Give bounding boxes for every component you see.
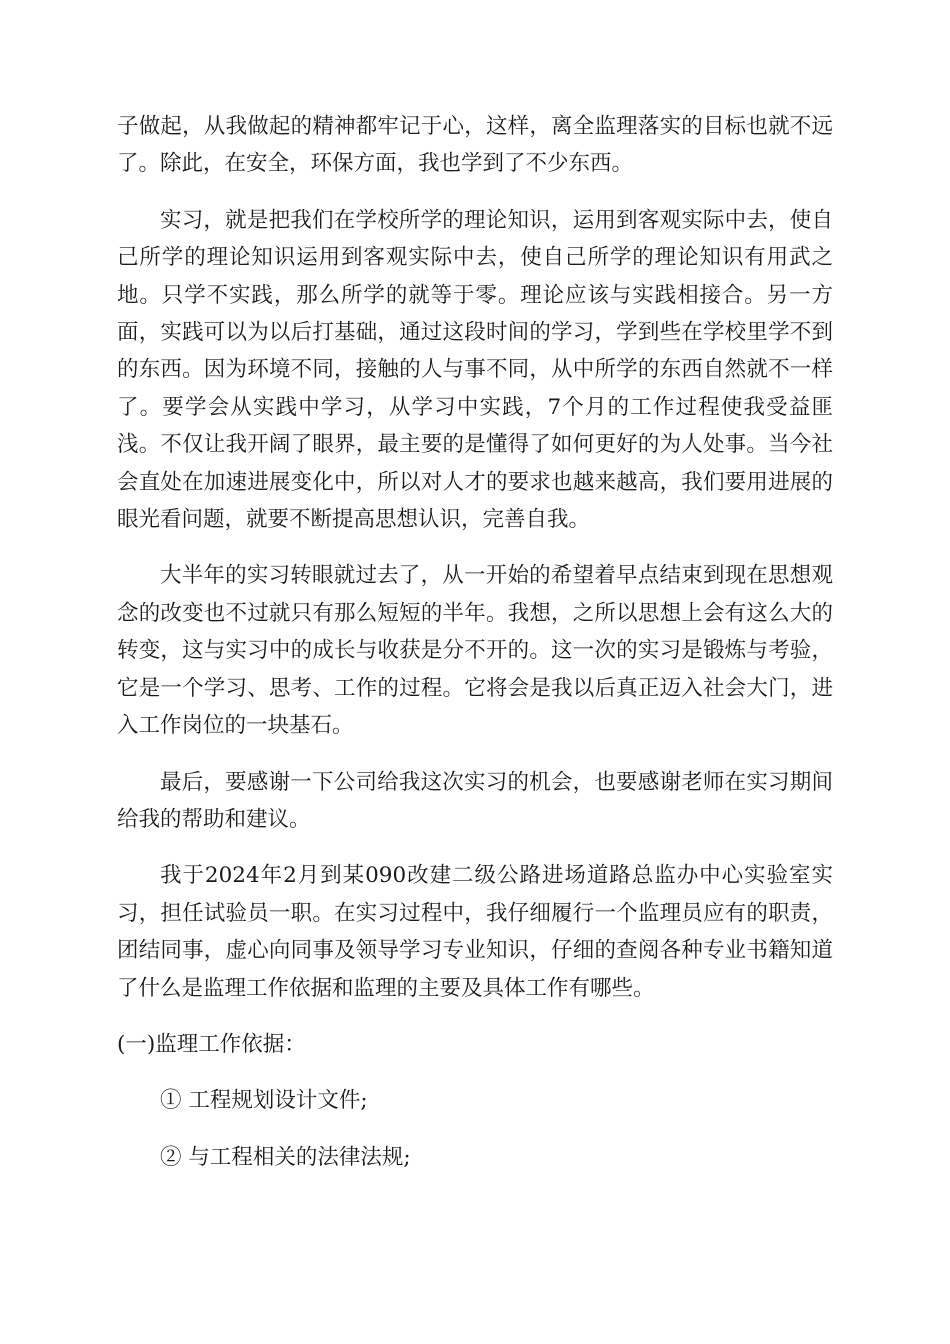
paragraph-thanks: 最后，要感谢一下公司给我这次实习的机会，也要感谢老师在实习期间给我的帮助和建议。 <box>117 769 833 832</box>
paragraph-continuation: 子做起，从我做起的精神都牢记于心，这样，离全监理落实的目标也就不远了。除此，在安全，环保方面，我也学到了不少东西。 <box>117 114 833 177</box>
list-item: ① 工程规划设计文件; <box>160 1088 368 1114</box>
document-body <box>117 108 833 1195</box>
paragraph-half-year-reflection: 大半年的实习转眼就过去了，从一开始的希望着早点结束到现在思想观念的改变也不过就只有那么短短的半年。我想，之所以思想上会有这么大的转变，这与实习中的成长与收获是分不开的。这一次的实习是锻炼与考验，它是一个学习、思考、工作的过程。它将会是我以后真正迈入社会大门，进入工作岗位的一块基石。 <box>117 563 833 739</box>
paragraph-internship-intro: 我于2024年2月到某090改建二级公路进场道路总监办中心实验室实习，担任试验员一职。在实习过程中，我仔细履行一个监理员应有的职责，团结同事，虚心向同事及领导学习专业知识，仔细的查阅各种专业书籍知道了什么是监理工作依据和监理的主要及具体工作有哪些。 <box>117 863 833 1001</box>
paragraph-practice-theory: 实习，就是把我们在学校所学的理论知识，运用到客观实际中去，使自己所学的理论知识运用到客观实际中去，使自己所学的理论知识有用武之地。只学不实践，那么所学的就等于零。理论应该与实践相接合。另一方面，实践可以为以后打基础，通过这段时间的学习，学到些在学校里学不到的东西。因为环境不同，接触的人与事不同，从中所学的东西自然就不一样了。要学会从实践中学习，从学习中实践，7个月的工作过程使我受益匪浅。不仅让我开阔了眼界，最主要的是懂得了如何更好的为人处事。当今社会直处在加速进展变化中，所以对人才的要求也越来越高，我们要用进展的眼光看问题，就要不断提高思想认识，完善自我。 <box>117 207 833 533</box>
list-item: ② 与工程相关的法律法规; <box>160 1144 411 1170</box>
section-heading: (一)监理工作依据： <box>117 1031 306 1057</box>
